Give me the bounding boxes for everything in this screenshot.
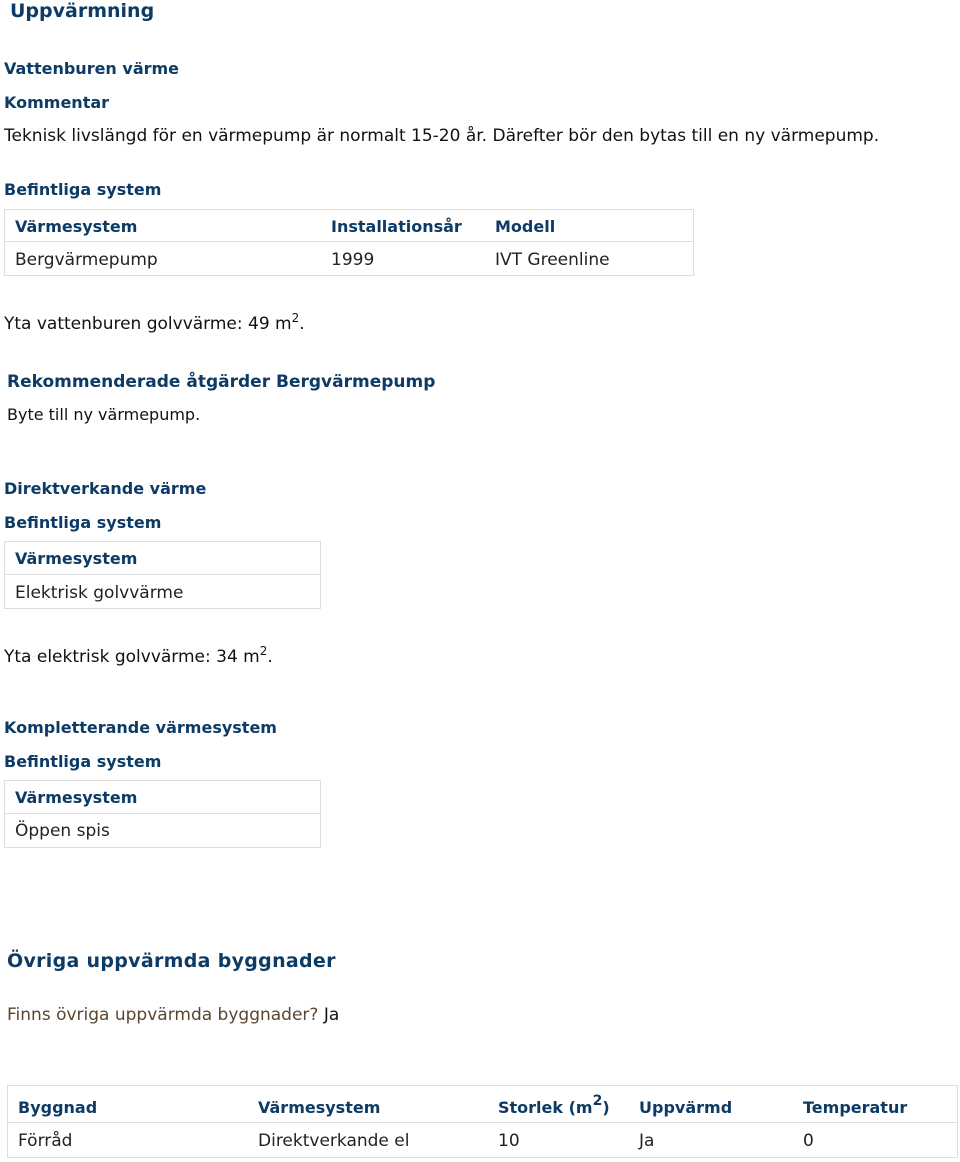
col-header-install-year: Installationsår bbox=[331, 217, 462, 236]
table-cell: Direktverkande el bbox=[258, 1131, 410, 1151]
table-cell: Öppen spis bbox=[15, 821, 110, 841]
size-label-end: ) bbox=[602, 1098, 610, 1117]
comment-text: Teknisk livslängd för en värmepump är normalt 15-20 år. Därefter bör den bytas till en ny värmepump. bbox=[4, 126, 880, 146]
area-end: . bbox=[299, 314, 305, 334]
area-end: . bbox=[267, 647, 273, 667]
waterborne-heading: Vattenburen värme bbox=[4, 59, 180, 78]
col-header-heating-system: Värmesystem bbox=[258, 1098, 381, 1117]
question-answer: Ja bbox=[323, 1005, 340, 1025]
col-header-building: Byggnad bbox=[18, 1098, 98, 1117]
table-divider bbox=[4, 574, 321, 575]
comment-label: Kommentar bbox=[4, 93, 110, 112]
table-cell: 0 bbox=[803, 1131, 814, 1151]
waterborne-area bbox=[4, 311, 305, 334]
table-divider bbox=[4, 813, 321, 814]
col-header-heated: Uppvärmd bbox=[639, 1098, 733, 1117]
other-buildings-title: Övriga uppvärmda byggnader bbox=[7, 950, 336, 972]
table-cell: Ja bbox=[639, 1131, 655, 1151]
table-cell: Förråd bbox=[18, 1131, 73, 1151]
table-cell: 1999 bbox=[331, 250, 375, 270]
col-header-temperature: Temperatur bbox=[803, 1098, 908, 1117]
area-text: Yta elektrisk golvvärme: 34 m bbox=[4, 647, 260, 667]
area-text: Yta vattenburen golvvärme: 49 m bbox=[4, 314, 292, 334]
table-cell: 10 bbox=[498, 1131, 520, 1151]
table-cell: Elektrisk golvvärme bbox=[15, 583, 184, 603]
table-divider bbox=[4, 241, 694, 242]
existing-systems-label: Befintliga system bbox=[4, 180, 162, 199]
other-buildings-question-row bbox=[7, 1005, 339, 1025]
supplementary-heading: Kompletterande värmesystem bbox=[4, 718, 277, 737]
table-cell: IVT Greenline bbox=[495, 250, 610, 270]
question-label: Finns övriga uppvärmda byggnader? bbox=[7, 1005, 319, 1025]
size-unit-exponent: 2 bbox=[592, 1093, 603, 1109]
recommended-heading: Rekommenderade åtgärder Bergvärmepump bbox=[7, 372, 436, 392]
col-header-size bbox=[498, 1093, 610, 1117]
area-unit-exponent: 2 bbox=[259, 644, 268, 658]
col-header-heating-system: Värmesystem bbox=[15, 217, 138, 236]
table-divider bbox=[7, 1122, 958, 1123]
col-header-heating-system: Värmesystem bbox=[15, 788, 138, 807]
col-header-model: Modell bbox=[495, 217, 556, 236]
existing-systems-label: Befintliga system bbox=[4, 513, 162, 532]
direct-heating-area bbox=[4, 644, 273, 667]
existing-systems-label: Befintliga system bbox=[4, 752, 162, 771]
table-cell: Bergvärmepump bbox=[15, 250, 158, 270]
size-label: Storlek (m bbox=[498, 1098, 593, 1117]
direct-heating-heading: Direktverkande värme bbox=[4, 479, 207, 498]
page-title: Uppvärmning bbox=[10, 0, 155, 22]
recommended-text: Byte till ny värmepump. bbox=[7, 405, 201, 424]
area-unit-exponent: 2 bbox=[291, 311, 300, 325]
col-header-heating-system: Värmesystem bbox=[15, 549, 138, 568]
